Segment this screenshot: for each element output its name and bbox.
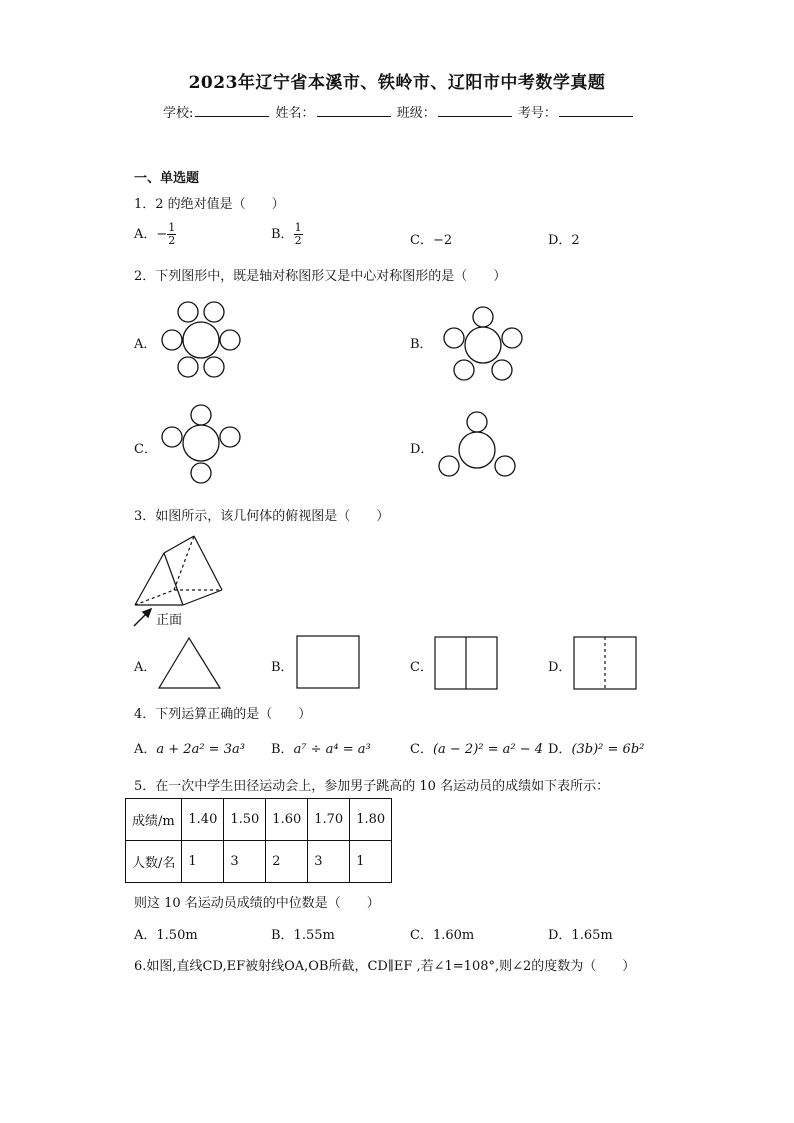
- q4-option-d[interactable]: [548, 738, 644, 757]
- q4-option-b[interactable]: [271, 738, 371, 757]
- central-circle: [183, 322, 219, 358]
- q2-option-c-label[interactable]: C．: [134, 442, 157, 457]
- front-arrow-icon: [134, 609, 151, 626]
- outer-circle: [439, 456, 459, 476]
- q3-option-c-label[interactable]: C．: [410, 660, 433, 675]
- q6-stem: 6.如图,直线CD,EF被射线OA,OB所截，CD∥EF ,若∠1=108°,则∠2的度数为（ ）: [134, 959, 636, 974]
- q1-a-fraction: [167, 222, 176, 247]
- outer-circle: [178, 357, 198, 377]
- q1-a-numerator: 1: [168, 221, 176, 234]
- q2-figure-c: [158, 403, 248, 488]
- section-heading: 一、单选题: [134, 171, 200, 186]
- q3-figure-d-rect-dashed-line: [573, 636, 639, 692]
- table-row: [126, 841, 392, 883]
- q4-option-a[interactable]: [134, 738, 245, 757]
- outer-circle: [444, 328, 464, 348]
- q3-stem: 3．如图所示，该几何体的俯视图是（ ）: [134, 509, 390, 524]
- table-cell: 1.70: [308, 799, 350, 841]
- central-circle: [465, 327, 501, 363]
- outer-circle: [502, 328, 522, 348]
- outer-circle: [191, 463, 211, 483]
- outer-circle: [492, 360, 512, 380]
- outer-circle: [204, 357, 224, 377]
- q4-stem: 4．下列运算正确的是（ ）: [134, 707, 312, 722]
- outer-circle: [162, 330, 182, 350]
- outer-circle: [191, 405, 211, 425]
- q1-stem: 1．2 的绝对值是（ ）: [134, 197, 285, 212]
- outer-circle: [454, 360, 474, 380]
- q2-figure-a: [158, 300, 248, 380]
- q4-c-expression: (a − 2)² = a² − 4: [432, 742, 544, 757]
- q4-a-letter: A．: [134, 742, 157, 757]
- table-cell: 人数/名: [126, 841, 182, 883]
- class-blank[interactable]: [438, 104, 512, 117]
- q4-c-letter: C．: [410, 742, 433, 757]
- q2-stem: 2．下列图形中，既是轴对称图形又是中心对称图形的是（ ）: [134, 269, 507, 284]
- q5-option-d[interactable]: D．1.65m: [548, 928, 613, 943]
- student-info-fields: [163, 102, 635, 121]
- q1-b-fraction: [294, 222, 303, 247]
- school-label: 学校:: [163, 106, 194, 121]
- q2-option-d-label[interactable]: D．: [410, 442, 434, 457]
- table-cell: 3: [224, 841, 266, 883]
- table-cell: 1.50: [224, 799, 266, 841]
- table-cell: 3: [308, 841, 350, 883]
- table-cell: 1.80: [350, 799, 392, 841]
- q4-b-expression: a⁷ ÷ a⁴ = a³: [293, 742, 371, 757]
- q4-d-expression: (3b)² = 6b²: [571, 742, 645, 757]
- exam-no-blank[interactable]: [559, 104, 633, 117]
- school-blank[interactable]: [195, 104, 269, 117]
- central-circle: [459, 432, 495, 468]
- q3-figure-b-rectangle: [296, 635, 362, 691]
- q4-a-expression: a + 2a² = 3a³: [156, 742, 245, 757]
- q1-b-letter: B．: [271, 227, 294, 242]
- outer-circle: [473, 307, 493, 327]
- outer-circle: [178, 302, 198, 322]
- outer-circle: [162, 427, 182, 447]
- outer-circle: [220, 330, 240, 350]
- table-cell: 2: [266, 841, 308, 883]
- q2-option-a-label[interactable]: A．: [134, 337, 157, 352]
- name-blank[interactable]: [317, 104, 391, 117]
- outer-circle: [220, 427, 240, 447]
- q5-stem: 5．在一次中学生田径运动会上，参加男子跳高的 10 名运动员的成绩如下表所示：: [134, 779, 610, 794]
- q4-option-c[interactable]: [410, 738, 543, 757]
- name-label: 姓名：: [275, 106, 315, 121]
- q1-option-d[interactable]: D．2: [548, 233, 580, 248]
- table-cell: 1.40: [182, 799, 224, 841]
- q1-option-c[interactable]: C．−2: [410, 233, 453, 248]
- q4-d-letter: D．: [548, 742, 572, 757]
- table-row: [126, 799, 392, 841]
- table-cell: 1: [182, 841, 224, 883]
- q5-score-table: [125, 798, 392, 883]
- q2-figure-d: [432, 408, 522, 483]
- q3-option-a-label[interactable]: A．: [134, 660, 157, 675]
- q1-a-letter: A．: [134, 227, 157, 242]
- q5-option-b[interactable]: B．1.55m: [271, 928, 335, 943]
- q1-option-a[interactable]: [134, 222, 176, 247]
- q3-figure-a-triangle: [157, 636, 223, 692]
- q4-b-letter: B．: [271, 742, 294, 757]
- outer-circle: [495, 456, 515, 476]
- q1-b-denominator: 2: [294, 234, 302, 247]
- exam-no-label: 考号：: [517, 106, 557, 121]
- page-title: 2023年辽宁省本溪市、铁岭市、辽阳市中考数学真题: [188, 73, 606, 93]
- q1-a-sign: −: [156, 227, 168, 242]
- q2-figure-b: [440, 305, 530, 385]
- table-cell: 成绩/m: [126, 799, 182, 841]
- class-label: 班级：: [396, 106, 436, 121]
- q5-option-c[interactable]: C．1.60m: [410, 928, 475, 943]
- outer-circle: [467, 412, 487, 432]
- q3-figure-c-rect-solid-line: [434, 636, 500, 692]
- q3-option-d-label[interactable]: D．: [548, 660, 572, 675]
- q1-b-numerator: 1: [294, 221, 302, 234]
- q3-front-label: 正面: [156, 613, 183, 628]
- q1-option-b[interactable]: [271, 222, 303, 247]
- q5-option-a[interactable]: A．1.50m: [134, 928, 198, 943]
- q2-option-b-label[interactable]: B．: [410, 337, 433, 352]
- table-cell: 1: [350, 841, 392, 883]
- outer-circle: [204, 302, 224, 322]
- q1-a-denominator: 2: [168, 234, 176, 247]
- q3-option-b-label[interactable]: B．: [271, 660, 294, 675]
- table-cell: 1.60: [266, 799, 308, 841]
- central-circle: [183, 425, 219, 461]
- q5-follow-up: 则这 10 名运动员成绩的中位数是（ ）: [134, 896, 380, 911]
